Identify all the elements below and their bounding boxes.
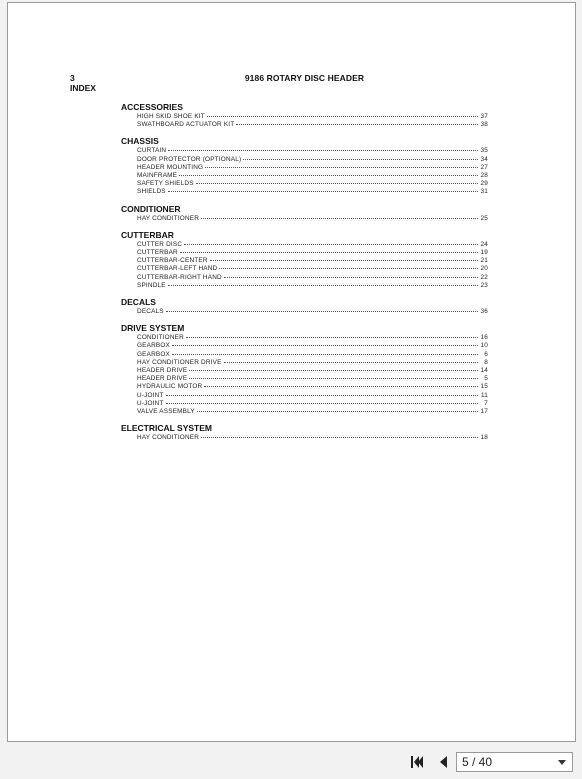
index-list [121, 102, 488, 449]
entry-name: HAY CONDITIONER [137, 434, 200, 442]
index-entry[interactable] [121, 308, 488, 316]
index-entry[interactable] [121, 392, 488, 400]
entry-page-number: 34 [480, 155, 488, 163]
entry-page-number: 10 [480, 342, 488, 350]
first-page-button[interactable] [410, 755, 424, 769]
entry-page-number: 6 [484, 350, 488, 358]
index-section [121, 323, 488, 416]
index-entry[interactable] [121, 215, 488, 223]
dot-leader [180, 252, 478, 253]
dot-leader [243, 159, 478, 160]
entry-page-number: 19 [480, 249, 488, 257]
entry-name: CUTTERBAR-LEFT HAND [137, 265, 218, 273]
entry-name: CUTTER DISC [137, 240, 183, 248]
dot-leader [172, 354, 478, 355]
index-entry[interactable] [121, 257, 488, 265]
entry-page-number: 21 [480, 257, 488, 265]
document-title: 9186 ROTARY DISC HEADER [244, 73, 365, 83]
dot-leader [168, 285, 478, 286]
index-entry[interactable] [121, 408, 488, 416]
entry-name: SWATHBOARD ACTUATOR KIT [137, 121, 235, 129]
index-section [121, 102, 488, 129]
dot-leader [210, 260, 478, 261]
first-page-icon [410, 755, 424, 769]
dot-leader [186, 337, 478, 338]
section-title: ELECTRICAL SYSTEM [121, 423, 212, 434]
entry-page-number: 11 [480, 391, 488, 399]
index-entry[interactable] [121, 121, 488, 129]
index-entry[interactable] [121, 282, 488, 290]
entry-page-number: 14 [480, 367, 488, 375]
index-section [121, 136, 488, 196]
index-entry[interactable] [121, 334, 488, 342]
index-entry[interactable] [121, 375, 488, 383]
entry-name: CURTAIN [137, 147, 167, 155]
index-section [121, 204, 488, 223]
entry-page-number: 15 [480, 383, 488, 391]
entry-page-number: 17 [480, 408, 488, 416]
page-selector[interactable] [456, 752, 573, 772]
entry-page-number: 24 [480, 240, 488, 248]
entry-page-number: 23 [480, 281, 488, 289]
dot-leader [184, 244, 478, 245]
entry-name: GEARBOX [137, 350, 171, 358]
entry-name: HEADER MOUNTING [137, 163, 204, 171]
entry-page-number: 22 [480, 273, 488, 281]
entry-page-number: 5 [484, 375, 488, 383]
index-entry[interactable] [121, 188, 488, 196]
dot-leader [168, 150, 478, 151]
entry-name: SAFETY SHIELDS [137, 180, 194, 188]
dot-leader [207, 116, 478, 117]
document-page [7, 2, 576, 742]
entry-name: CUTTERBAR [137, 249, 178, 257]
previous-page-icon [437, 755, 451, 769]
dot-leader [196, 183, 478, 184]
entry-name: CUTTERBAR-CENTER [137, 257, 208, 265]
dot-leader [205, 167, 478, 168]
entry-name: GEARBOX [137, 342, 171, 350]
entry-name: CONDITIONER [137, 334, 184, 342]
entry-name: U-JOINT [137, 399, 164, 407]
entry-name: DECALS [137, 308, 164, 316]
dot-leader [224, 277, 478, 278]
index-entry[interactable] [121, 180, 488, 188]
dot-leader [166, 395, 478, 396]
dot-leader [197, 411, 478, 412]
section-title: CONDITIONER [121, 203, 181, 214]
dot-leader [201, 218, 478, 219]
section-title: DRIVE SYSTEM [121, 323, 185, 334]
dot-leader [179, 175, 478, 176]
dot-leader [219, 268, 478, 269]
index-entry[interactable] [121, 367, 488, 375]
entry-name: HAY CONDITIONER [137, 214, 200, 222]
page-number: 3 [70, 73, 75, 83]
entry-name: HIGH SKID SHOE KIT [137, 113, 205, 120]
index-section [121, 297, 488, 316]
index-entry[interactable] [121, 274, 488, 282]
entry-name: CUTTERBAR-RIGHT HAND [137, 273, 222, 281]
dot-leader [166, 403, 478, 404]
dot-leader [236, 124, 478, 125]
index-entry[interactable] [121, 342, 488, 350]
index-entry[interactable] [121, 147, 488, 155]
viewer-toolbar [0, 745, 582, 779]
section-title: CUTTERBAR [121, 229, 174, 240]
entry-name: VALVE ASSEMBLY [137, 408, 195, 416]
entry-page-number: 28 [480, 172, 488, 180]
entry-page-number: 25 [480, 214, 488, 222]
dot-leader [189, 370, 478, 371]
entry-page-number: 8 [484, 358, 488, 366]
entry-page-number: 31 [480, 188, 488, 196]
dot-leader [172, 345, 478, 346]
index-entry[interactable] [121, 434, 488, 442]
entry-name: HYDRAULIC MOTOR [137, 383, 203, 391]
index-entry[interactable] [121, 351, 488, 359]
index-entry[interactable] [121, 400, 488, 408]
entry-name: DOOR PROTECTOR (OPTIONAL) [137, 155, 242, 163]
chevron-down-icon [555, 755, 569, 769]
entry-page-number: 18 [480, 434, 488, 442]
entry-page-number: 7 [484, 399, 488, 407]
previous-page-button[interactable] [437, 755, 451, 769]
dot-leader [189, 378, 478, 379]
index-entry[interactable] [121, 172, 488, 180]
entry-page-number: 37 [480, 113, 488, 120]
entry-name: HEADER DRIVE [137, 367, 188, 375]
entry-page-number: 36 [480, 308, 488, 316]
entry-name: U-JOINT [137, 391, 164, 399]
index-entry[interactable] [121, 156, 488, 164]
dot-leader [204, 386, 478, 387]
entry-page-number: 38 [480, 121, 488, 129]
section-title: CHASSIS [121, 136, 159, 147]
dot-leader [201, 437, 478, 438]
entry-page-number: 20 [480, 265, 488, 273]
index-entry[interactable] [121, 249, 488, 257]
entry-page-number: 35 [480, 147, 488, 155]
entry-page-number: 16 [480, 334, 488, 342]
index-entry[interactable] [121, 265, 488, 273]
section-title: ACCESSORIES [121, 102, 183, 112]
entry-name: HEADER DRIVE [137, 375, 188, 383]
index-entry[interactable] [121, 113, 488, 121]
entry-name: HAY CONDITIONER DRIVE [137, 358, 222, 366]
index-entry[interactable] [121, 359, 488, 367]
dot-leader [166, 311, 478, 312]
index-entry[interactable] [121, 383, 488, 391]
index-section [121, 230, 488, 290]
page-selector-value: 5 / 40 [462, 755, 493, 769]
dot-leader [168, 191, 478, 192]
entry-page-number: 29 [480, 180, 488, 188]
entry-name: SPINDLE [137, 281, 166, 289]
section-title: DECALS [121, 297, 156, 308]
dot-leader [224, 362, 478, 363]
index-entry[interactable] [121, 164, 488, 172]
entry-page-number: 27 [480, 163, 488, 171]
index-section [121, 423, 488, 442]
entry-name: MAINFRAME [137, 172, 178, 180]
page-label: INDEX [70, 83, 96, 93]
entry-name: SHIELDS [137, 188, 166, 196]
index-entry[interactable] [121, 241, 488, 249]
